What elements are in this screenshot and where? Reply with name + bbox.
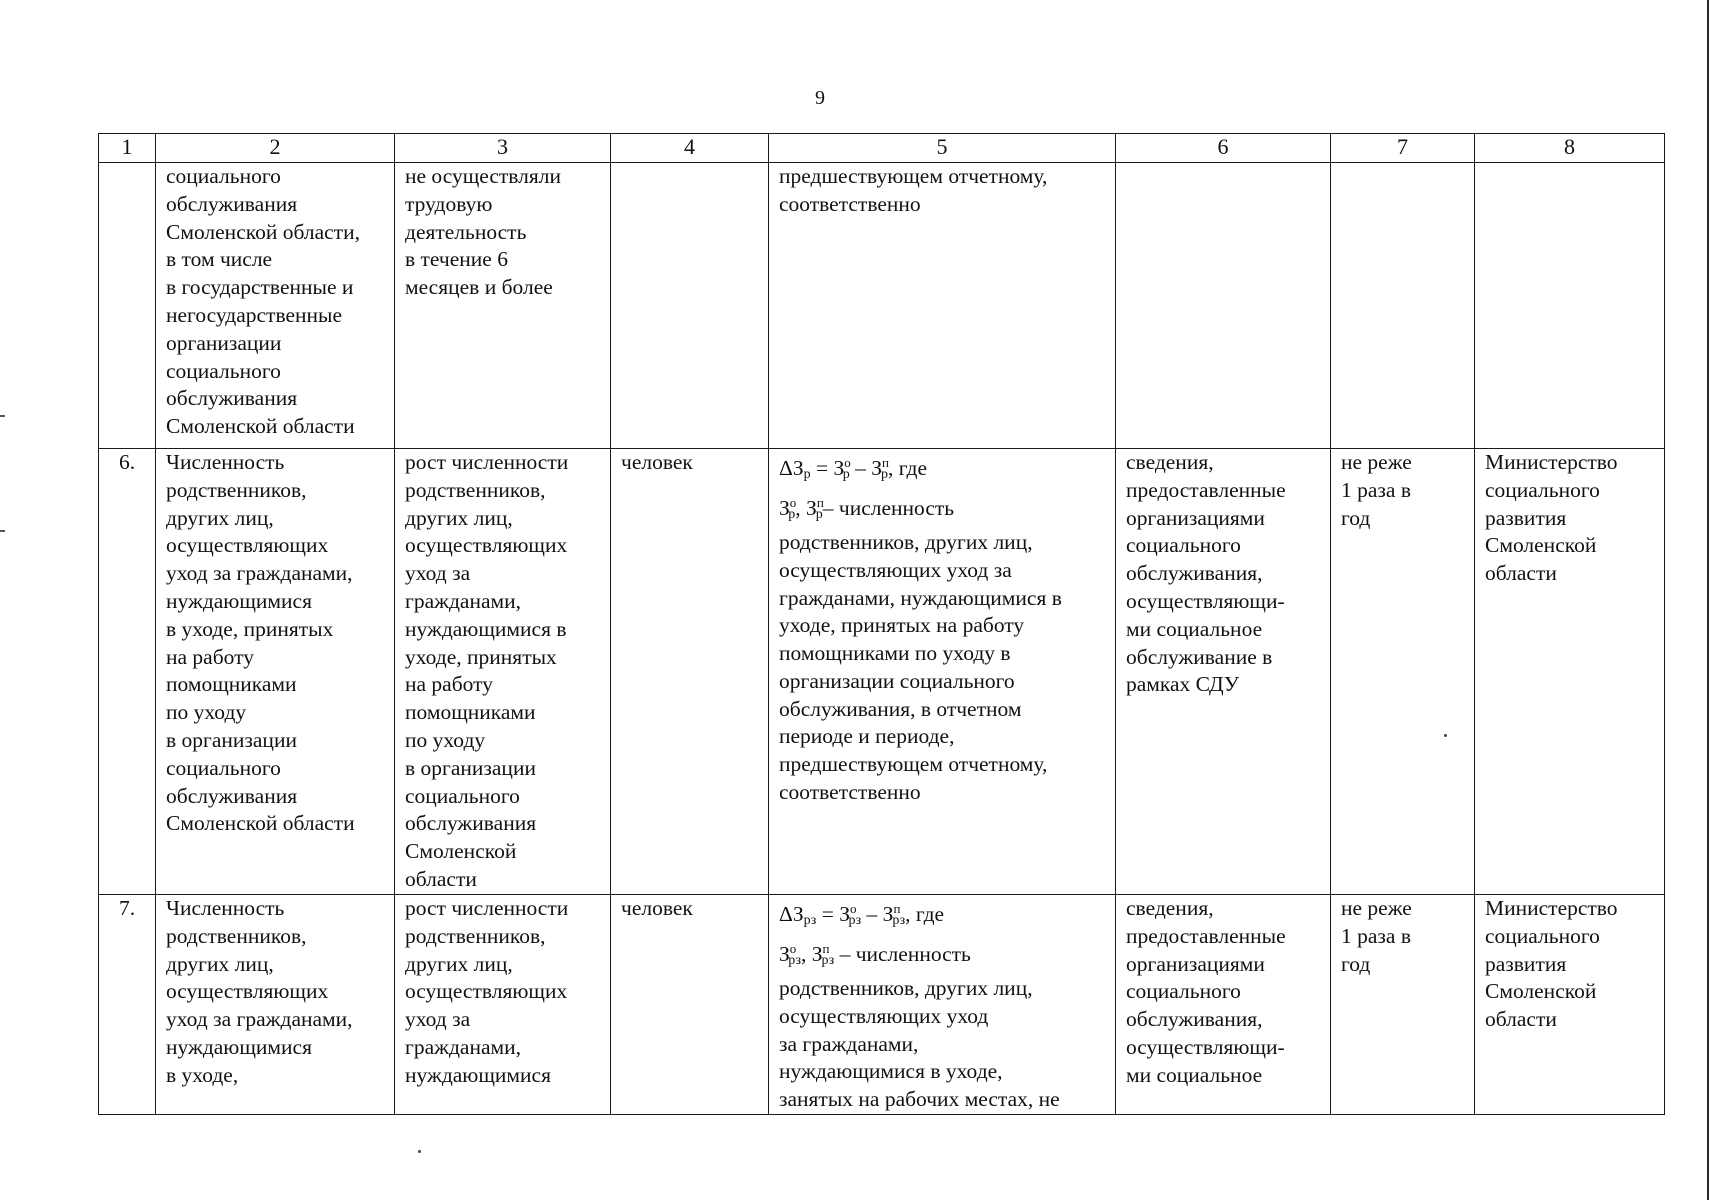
text-line: негосударственные [166,302,343,327]
text-line: осуществляющи- [1126,588,1285,613]
column-number: 3 [395,134,611,163]
text-line: социального [405,783,520,808]
table-row [99,449,1665,895]
text-line: 1 раза в [1341,923,1411,948]
formula-where: , где [888,456,927,481]
text-line: обслуживания, в отчетном [779,696,1022,721]
text-line: развития [1485,951,1567,976]
text-line: в организации [405,755,536,780]
formula-definition: – численность [839,942,971,967]
text-line: осуществляющи- [1126,1034,1285,1059]
text-line: обслуживание в [1126,644,1273,669]
text-line: обслуживания, [1126,1007,1263,1032]
text-line: социального [166,755,281,780]
text-line: области [1485,1007,1557,1032]
formula-where: , где [905,902,945,927]
indicator-cell [156,895,395,1115]
responsible-cell [1475,449,1665,895]
indicator-cell [156,449,395,895]
text-line: области [405,866,477,891]
column-number: 5 [769,134,1116,163]
formula-lhs: ΔЗ [779,902,804,927]
text-line: Смоленской области [166,811,355,836]
page-edge-line [1707,0,1709,1200]
text-line: предоставленные [1126,923,1286,948]
column-number: 4 [611,134,769,163]
text-line: социального [166,358,281,383]
row-number-cell: 6. [99,449,156,895]
text-line: в уходе, [166,1062,239,1087]
text-line: родственников, [405,923,546,948]
table-row [99,163,1665,449]
text-line: осуществляющих [166,533,329,558]
text-line: уход за гражданами, [166,561,353,586]
text-line: месяцев и более [405,275,553,300]
text-line: по уходу [166,700,247,725]
text-line: других лиц, [166,951,274,976]
text-line: сведения, [1126,450,1214,474]
formula-cell [769,163,1116,449]
column-number-row [99,134,1665,163]
text-line: уходе, принятых [405,644,557,669]
text-line: осуществляющих уход [779,1003,989,1028]
text-line: нуждающимися [405,1062,551,1087]
text-line: сведения, [1126,896,1214,920]
formula-cell [769,895,1116,1115]
text-line: уход за гражданами, [166,1007,353,1032]
text-line: организации [166,330,282,355]
text-line: предшествующем отчетному, [779,164,1048,188]
text-line: уход за [405,561,471,586]
formula-expression: $\Delta З_р = З^о_р - З^п_р$, где [779,455,927,483]
formula-rhs: = З [821,902,850,927]
formula-lhs: ΔЗ [779,456,804,481]
text-line: на работу [166,644,254,669]
text-line: Министерство [1485,450,1618,474]
text-line: нуждающимися [166,1034,312,1059]
text-line: в течение 6 [405,247,508,272]
text-line: родственников, других лиц, [779,529,1033,554]
text-line: Численность [166,450,285,474]
text-line: организации социального [779,668,1015,693]
text-line: других лиц, [166,505,274,530]
unit-cell [611,163,769,449]
text-line: трудовую [405,191,493,216]
column-number: 2 [156,134,395,163]
text-line: нуждающимися в [405,616,567,641]
text-line: на работу [405,672,493,697]
text-line: организациями [1126,951,1265,976]
column-number: 6 [1116,134,1331,163]
text-line: гражданами, [405,588,521,613]
text-line: родственников, других лиц, [779,975,1033,1000]
text-line: год [1341,505,1371,530]
formula-var: З [779,496,790,521]
column-number: 8 [1475,134,1665,163]
text-line: в организации [166,727,297,752]
text-line: ми социальное [1126,1062,1263,1087]
text-line: соответственно [779,191,921,216]
text-line: не реже [1341,896,1412,920]
scan-speck [418,1150,421,1153]
text-line: занятых на рабочих местах, не [779,1087,1060,1112]
text-line: рост численности [405,450,569,474]
text-line: уходе, принятых на работу [779,613,1025,638]
text-line: за гражданами, [779,1031,919,1056]
formula-var: З [779,942,790,967]
text-line: нуждающимися в уходе, [779,1059,1003,1084]
text-line: организациями [1126,505,1265,530]
direction-cell [395,163,611,449]
direction-cell [395,895,611,1115]
table-row [99,895,1665,1115]
page-number: 9 [815,87,825,109]
text-line: предшествующем отчетному, [779,752,1048,777]
column-number: 1 [99,134,156,163]
responsible-cell [1475,163,1665,449]
formula-subscript: р [803,467,811,483]
unit-cell: человек [611,895,769,1115]
text-line: обслуживания [166,191,298,216]
text-line: год [1341,951,1371,976]
text-line: ми социальное [1126,616,1263,641]
text-line: предоставленные [1126,477,1286,502]
formula-description [779,975,1111,1114]
text-line: социального [1485,923,1600,948]
text-line: Смоленской области [166,414,355,439]
text-line: обслуживания [166,386,298,411]
text-line: в уходе, принятых [166,616,334,641]
text-line: социального [1126,979,1241,1004]
text-line: Смоленской [1485,979,1597,1004]
responsible-cell [1475,895,1665,1115]
formula-expression: $\Delta З_{рз} = З^о_{рз} - З^п_{рз}$, где [779,901,945,929]
text-line: осуществляющих [405,979,568,1004]
text-line: социального [1126,533,1241,558]
formula-variables: $З^о_р$, $З^п_р-$ численность [779,494,955,523]
source-cell [1116,895,1331,1115]
text-line: развития [1485,505,1567,530]
text-line: не реже [1341,450,1412,474]
text-line: рост численности [405,896,569,920]
text-line: гражданами, [405,1034,521,1059]
scan-speck [1444,734,1447,737]
text-line: Смоленской [1485,533,1597,558]
indicators-table [98,133,1665,1115]
text-line: в государственные и [166,275,354,300]
row-number-cell: 7. [99,895,156,1115]
column-number: 7 [1331,134,1475,163]
text-line: обслуживания, [1126,561,1263,586]
text-line: гражданами, нуждающимися в [779,585,1062,610]
text-line: помощниками по уходу в [779,641,1011,666]
frequency-cell [1331,449,1475,895]
indicator-cell [156,163,395,449]
text-line: обслуживания [405,811,537,836]
text-line: осуществляющих уход за [779,557,1012,582]
text-line: Численность [166,896,285,920]
text-line: соответственно [779,780,921,805]
text-line: социального [1485,477,1600,502]
text-line: обслуживания [166,783,298,808]
text-line: осуществляющих [405,533,568,558]
text-line: родственников, [405,477,546,502]
text-line: не осуществляли [405,164,562,188]
margin-mark [0,415,5,417]
text-line: области [1485,561,1557,586]
text-line: в том числе [166,247,273,272]
text-line: уход за [405,1007,471,1032]
formula-description [779,529,1111,807]
frequency-cell [1331,895,1475,1115]
text-line: рамках СДУ [1126,672,1240,697]
formula-variables: $З^о_{рз}$, $З^п_{рз}$ – численность [779,940,971,969]
text-line: Министерство [1485,896,1618,920]
text-line: социального [166,164,281,188]
text-line: 1 раза в [1341,477,1411,502]
formula-definition: – численность [822,496,955,521]
text-line: помощниками [166,672,297,697]
text-line: Смоленской области, [166,219,360,244]
text-line: нуждающимися [166,588,312,613]
row-number-cell [99,163,156,449]
frequency-cell [1331,163,1475,449]
text-line: деятельность [405,219,527,244]
text-line: периоде и периоде, [779,724,955,749]
text-line: других лиц, [405,505,513,530]
formula-subscript: рз [803,913,817,929]
text-line: помощниками [405,700,536,725]
formula-cell [769,449,1116,895]
margin-mark [0,530,5,532]
unit-cell: человек [611,449,769,895]
text-line: родственников, [166,477,307,502]
direction-cell [395,449,611,895]
text-line: по уходу [405,727,486,752]
source-cell [1116,449,1331,895]
text-line: других лиц, [405,951,513,976]
text-line: осуществляющих [166,979,329,1004]
formula-rhs: = З [815,456,845,481]
text-line: Смоленской [405,839,517,864]
source-cell [1116,163,1331,449]
text-line: родственников, [166,923,307,948]
